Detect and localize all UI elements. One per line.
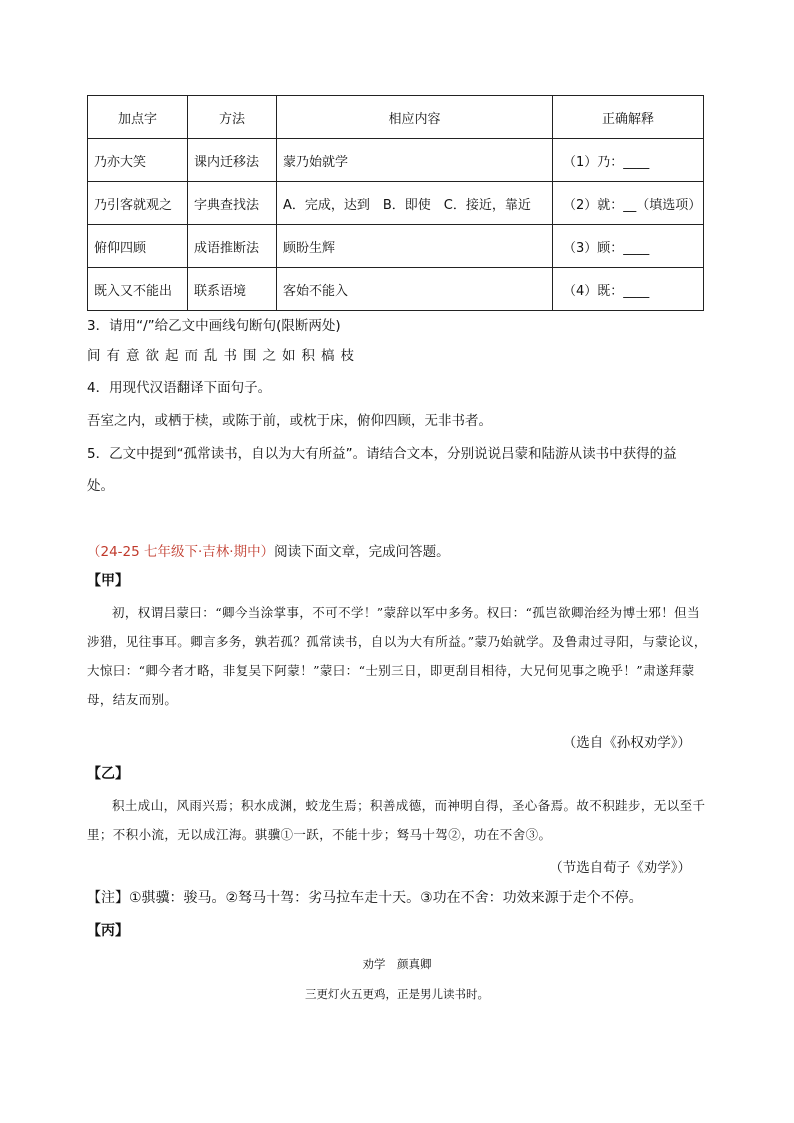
cell-dotted-char: 乃引客就观之 — [88, 182, 188, 225]
table-row — [88, 225, 704, 268]
question-3-sentence: 间有意欲起而乱书围之如积槁枝 — [87, 348, 360, 364]
cell-dotted-char: 俯仰四顾 — [88, 225, 188, 268]
header-content: 相应内容 — [277, 96, 553, 139]
table-row — [88, 182, 704, 225]
cell-content: A．完成，达到 B．即使 C．接近，靠近 — [277, 182, 553, 225]
cell-explanation: （4）既：____ — [553, 268, 704, 311]
cell-content: 顾盼生辉 — [277, 225, 553, 268]
header-dotted-char: 加点字 — [88, 96, 188, 139]
cell-method: 课内迁移法 — [188, 139, 277, 182]
question-4-sentence: 吾室之内，或栖于椟，或陈于前，或枕于床，俯仰四顾，无非书者。 — [87, 413, 492, 429]
cell-dotted-char: 既入又不能出 — [88, 268, 188, 311]
passage-jia-label: 【甲】 — [87, 573, 129, 589]
cell-explanation: （3）顾：____ — [553, 225, 704, 268]
question-5-line-2: 处。 — [87, 478, 114, 494]
passage-jia-attribution: （选自《孙权劝学》） — [562, 735, 691, 751]
cell-method: 字典查找法 — [188, 182, 277, 225]
source-tag: （24-25 七年级下·吉林·期中） — [87, 544, 275, 560]
question-3: 3．请用“/”给乙文中画线句断句(限断两处) — [87, 318, 341, 334]
cell-content: 客始不能入 — [277, 268, 553, 311]
question-4: 4．用现代汉语翻译下面句子。 — [87, 380, 272, 396]
passage-yi-attribution: （节选自荀子《劝学》） — [549, 860, 691, 876]
cell-dotted-char: 乃亦大笑 — [88, 139, 188, 182]
table-row — [88, 268, 704, 311]
passage-yi-note: 【注】①骐骥：骏马。②驽马十驾：劣马拉车走十天。③功在不舍：功效来源于走个不停。 — [87, 890, 643, 906]
passage-bing-label: 【丙】 — [87, 923, 129, 939]
table-row — [88, 139, 704, 182]
question-5-line-1: 5．乙文中提到“孤常读书，自以为大有所益”。请结合文本，分别说说吕蒙和陆游从读书中获得的益 — [87, 446, 677, 462]
poem-title: 劝学 颜真卿 — [362, 957, 432, 971]
section-instruction: 阅读下面文章，完成问答题。 — [274, 544, 450, 560]
poem-line: 三更灯火五更鸡，正是男儿读书时。 — [305, 987, 489, 1001]
passage-jia-text: 初，权谓吕蒙曰：“卿今当涂掌事，不可不学！”蒙辞以军中多务。权曰：“孤岂欲卿治经为博士邪！但当涉猎，见往事耳。卿言多务，孰若孤？孤常读书，自以为大有所益。”蒙乃始就学。及鲁肃过寻阳，与蒙论议，大惊曰：“卿今者才略，非复吴下阿蒙！”蒙曰：“士别三日，即更刮目相待，大兄何见事之晚乎！”肃遂拜蒙母，结友而别。 — [87, 605, 707, 707]
table-header-row — [88, 96, 704, 139]
cell-content: 蒙乃始就学 — [277, 139, 553, 182]
header-explanation: 正确解释 — [553, 96, 704, 139]
cell-explanation: （1）乃：____ — [553, 139, 704, 182]
passage-yi-text: 积土成山，风雨兴焉；积水成渊，蛟龙生焉；积善成德，而神明自得，圣心备焉。故不积跬步，无以至千里；不积小流，无以成江海。骐骥①一跃，不能十步；驽马十驾②，功在不舍③。 — [87, 798, 706, 842]
header-method: 方法 — [188, 96, 277, 139]
cell-method: 成语推断法 — [188, 225, 277, 268]
cell-explanation: （2）就：__（填选项） — [553, 182, 704, 225]
passage-yi-label: 【乙】 — [87, 766, 129, 782]
vocab-table — [87, 95, 704, 311]
cell-method: 联系语境 — [188, 268, 277, 311]
section-heading — [87, 540, 450, 560]
